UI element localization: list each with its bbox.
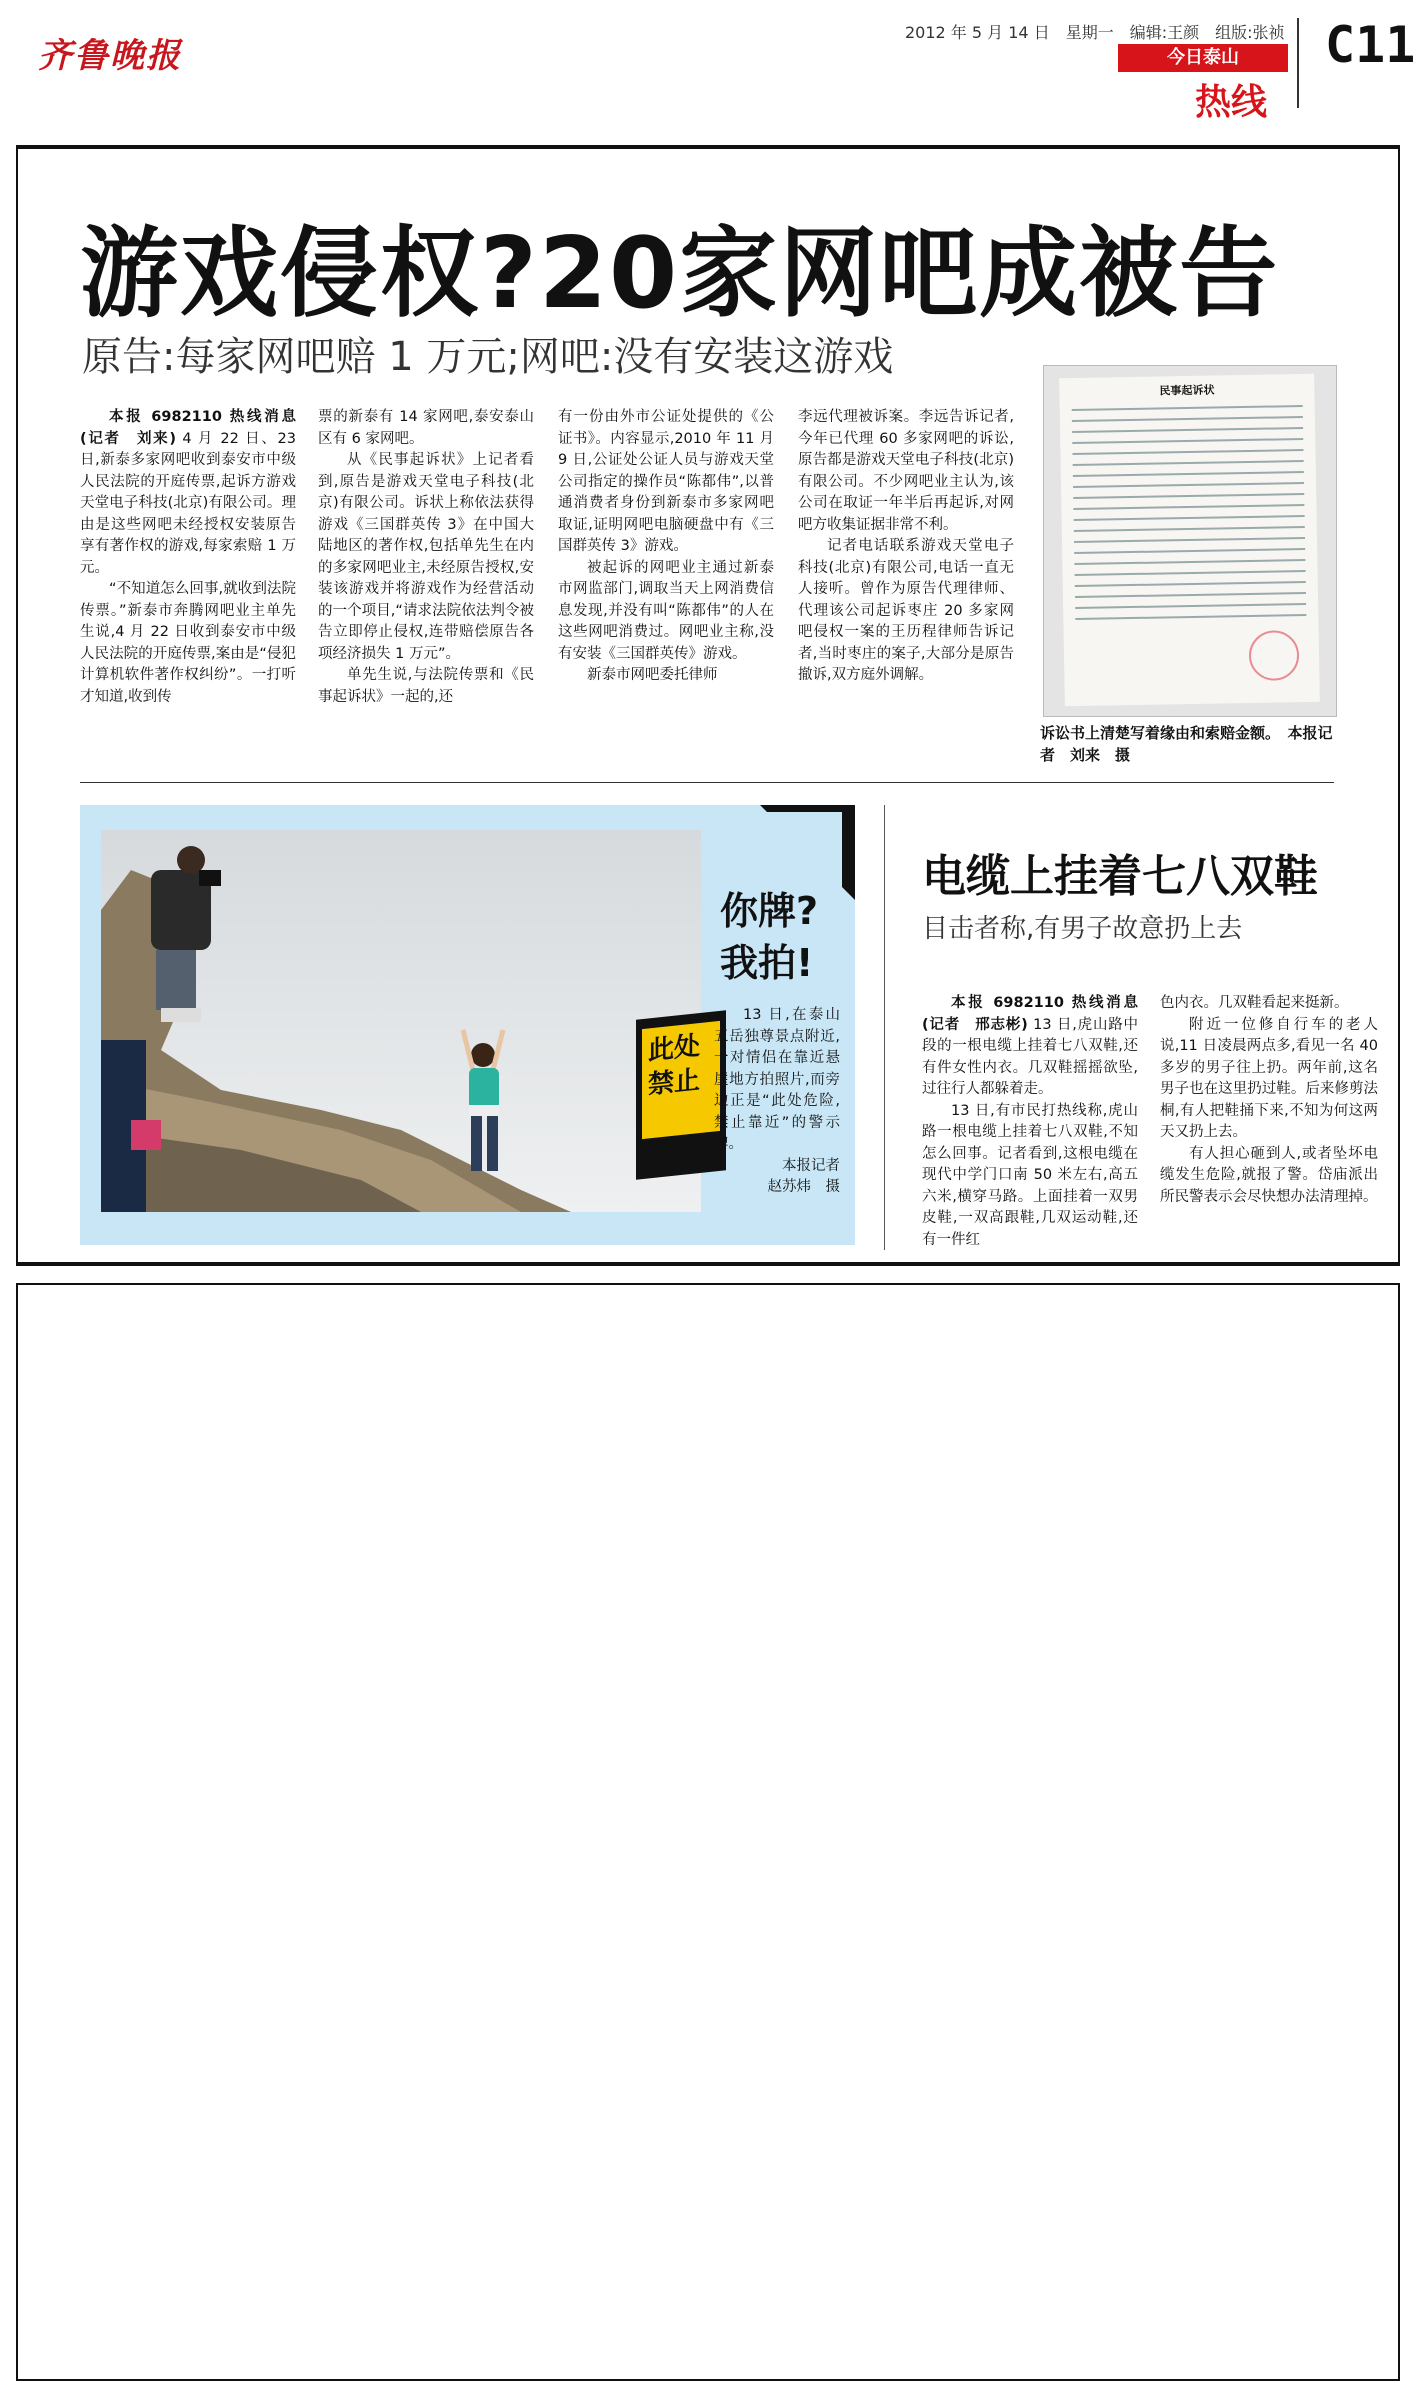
header-divider (1297, 18, 1299, 108)
feature-title (720, 885, 818, 989)
page-number: C11 (1325, 16, 1416, 74)
story2-subheadline: 目击者称,有男子故意扔上去 (922, 914, 1243, 944)
section-title: 热线 (1195, 82, 1268, 123)
lawsuit-photo (1043, 365, 1337, 717)
story2-headline: 电缆上挂着七八双鞋 (922, 851, 1318, 902)
feature-credit-2: 赵苏炜 摄 (767, 1179, 840, 1195)
feature-credit-1: 本报记者 (782, 1157, 840, 1174)
subheadline: 原告:每家网吧赔 1 万元;网吧:没有安装这游戏 (82, 334, 894, 380)
column-divider (884, 805, 885, 1250)
paragraph: 李远代理被诉案。李远告诉记者,今年已代理 60 多家网吧的诉讼,原告都是游戏天堂电子科技(北京)有限公司。不少网吧业主认为,该公司在取证一年半后再起诉,对网吧方收集证据非常不利。 (798, 409, 1014, 533)
paragraph: 票的新泰有 14 家网吧,泰安泰山区有 6 家网吧。 (318, 409, 534, 447)
warning-sign (636, 1010, 726, 1179)
dateline: 本报 6982110 热线消息(记者 邢志彬) (922, 995, 1138, 1033)
feature-title-line-2: 我拍! (720, 941, 814, 985)
article-column-3 (558, 407, 774, 687)
paragraph: 13 日,虎山路中段的一根电缆上挂着七八双鞋,还有件女性内衣。几双鞋摇摇欲坠,过往行人都躲着走。 (922, 1016, 1139, 1097)
feature-caption (714, 1005, 840, 1199)
paragraph: 记者电话联系游戏天堂电子科技(北京)有限公司,电话一直无人接听。曾作为原告代理律师、代理该公司起诉枣庄 20 多家网吧侵权一案的王历程律师告诉记者,当时枣庄的案子,大部分是原告撤诉,双方庭外调解。 (798, 538, 1014, 683)
article-column-4 (798, 407, 1014, 687)
paragraph: 4 月 22 日、23 日,新泰多家网吧收到泰安市中级人民法院的开庭传票,起诉方游戏天堂电子科技(北京)有限公司。理由是这些网吧未经授权安装原告享有著作权的游戏,每家索赔 1 万元。 (80, 430, 296, 576)
headline: 游戏侵权?20家网吧成被告 (80, 217, 1280, 331)
story2-column-2 (1160, 993, 1378, 1208)
article-column-2 (318, 407, 534, 708)
warning-sign-text: 此处 禁止 (642, 1021, 720, 1139)
paragraph: “不知道怎么回事,就收到法院传票。”新泰市奔腾网吧业主单先生说,4 月 22 日收到泰安市中级人民法院的开庭传票,案由是“侵犯计算机软件著作权纠纷”。一打听才知道,收到传 (80, 581, 296, 705)
paragraph: 色内衣。几双鞋看起来挺新。 (1160, 995, 1349, 1011)
story2-column-1 (922, 993, 1138, 1251)
paragraph: 被起诉的网吧业主通过新泰市网监部门,调取当天上网消费信息发现,并没有叫“陈都伟”的人在这些网吧消费过。网吧业主称,没有安装《三国群英传》游戏。 (558, 559, 774, 662)
paragraph: 有人担心砸到人,或者坠坏电缆发生危险,就报了警。岱庙派出所民警表示会尽快想办法清理掉。 (1160, 1145, 1378, 1205)
paragraph: 从《民事起诉状》上记者看到,原告是游戏天堂电子科技(北京)有限公司。诉状上称依法获得游戏《三国群英传 3》在中国大陆地区的著作权,包括单先生在内的多家网吧业主,未经原告授权,安装该游戏并将游戏作为经营活动的一个项目,“请求法院依法判令被告立即停止侵权,连带赔偿原告各项经济损失 1 万元”。 (318, 452, 534, 662)
section-divider (80, 782, 1334, 783)
paragraph: 附近一位修自行车的老人说,11 日凌晨两点多,看见一名 40 多岁的男子往上扔。两年前,这名男子也在这里扔过鞋。后来修剪法桐,有人把鞋捅下来,不知为何这两天又扔上去。 (1160, 1016, 1378, 1140)
paragraph: 单先生说,与法院传票和《民事起诉状》一起的,还 (318, 667, 534, 705)
feature-caption-text: 13 日,在泰山五岳独尊景点附近,一对情侣在靠近悬崖地方拍照片,而旁边正是“此处危险,禁止靠近”的警示牌。 (714, 1007, 840, 1152)
photo-caption: 诉讼书上清楚写着缘由和索赔金额。 本报记者 刘来 摄 (1040, 724, 1333, 764)
issue-meta: 2012 年 5 月 14 日 星期一 编辑:王颜 组版:张祯 (905, 23, 1285, 42)
paragraph: 新泰市网吧委托律师 (587, 667, 718, 683)
dateline: 本报 6982110 热线消息(记者 刘来) (80, 409, 296, 447)
article-column-1 (80, 407, 296, 708)
blank-ad-frame (16, 1283, 1400, 2381)
paragraph: 有一份由外市公证处提供的《公证书》。内容显示,2010 年 11 月 9 日,公证处公证人员与游戏天堂公司指定的操作员“陈都伟”,以普通消费者身份到新泰市多家网吧取证,证明网吧电脑硬盘中有《三国群英传 3》游戏。 (558, 409, 774, 554)
document-title: 民事起诉状 (1159, 383, 1215, 398)
seal-stamp (1249, 630, 1300, 681)
paragraph: 13 日,有市民打热线称,虎山路一根电缆上挂着七八双鞋,不知怎么回事。记者看到,这根电缆在现代中学门口南 50 米左右,高五六米,横穿马路。上面挂着一双男皮鞋,一双高跟鞋,几双运动鞋,还有一件红 (922, 1102, 1138, 1248)
newspaper-logo: 齐鲁晚报 (38, 36, 182, 76)
lawsuit-document (1059, 374, 1320, 706)
taishan-cliff-photo (101, 830, 701, 1212)
feature-title-line-1: 你牌? (720, 889, 819, 933)
section-label: 今日泰山 (1118, 44, 1288, 72)
